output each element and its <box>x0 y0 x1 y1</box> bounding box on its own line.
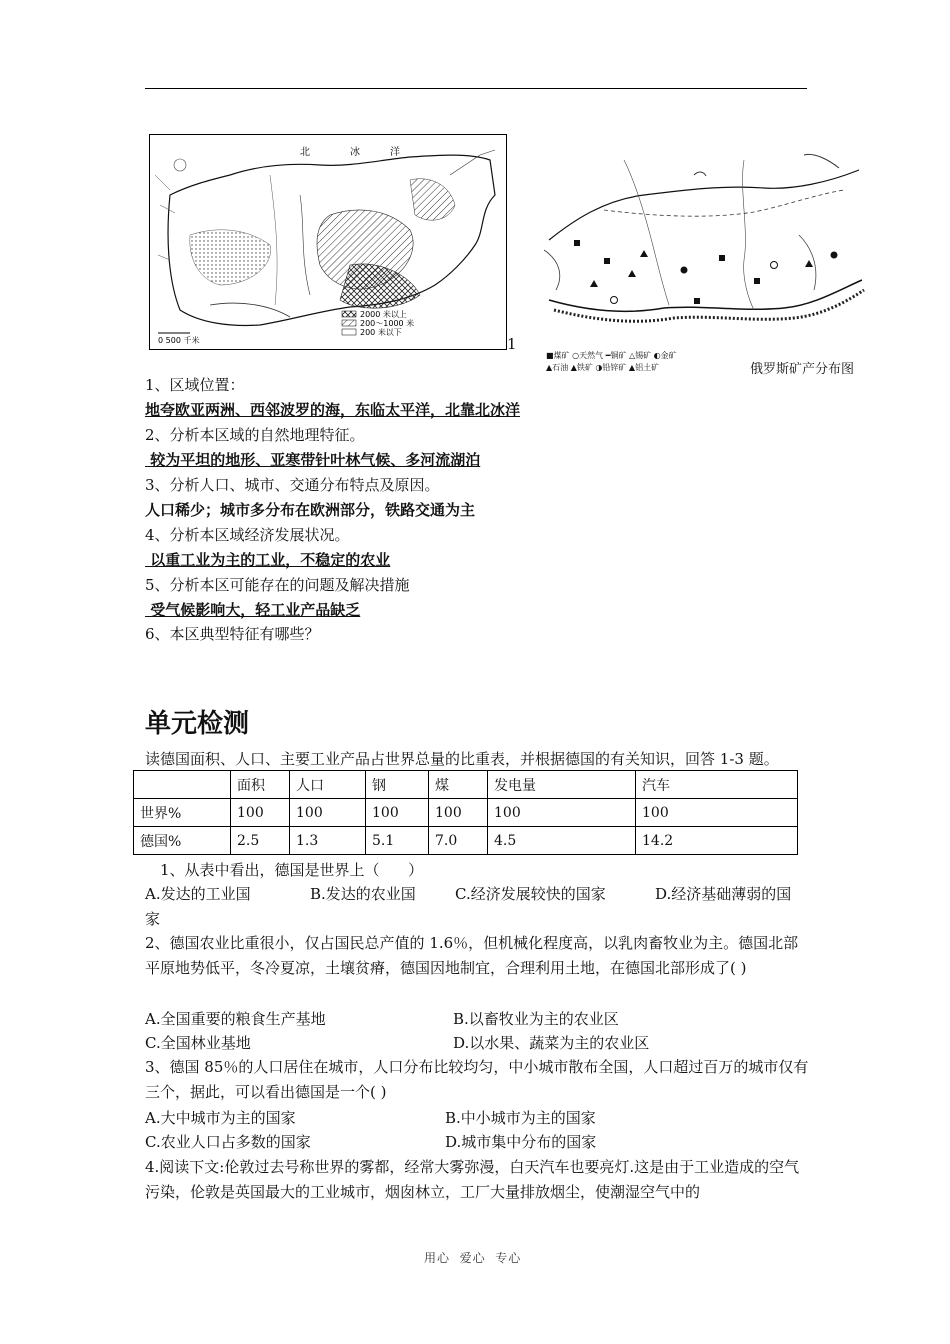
answer-5: 受气候影响大，轻工业产品缺乏 <box>145 601 361 619</box>
table-cell: 100 <box>231 799 290 827</box>
table-header: 面积 <box>231 771 290 799</box>
table-row <box>134 827 798 855</box>
mineral-legend-row2: ▲石油 ▲铁矿 ◑铅锌矿 ▲铝土矿 <box>546 363 660 372</box>
map-scale: 0 500 千米 <box>158 336 200 345</box>
question-2: 2、分析本区域的自然地理特征。 <box>145 426 365 444</box>
table-cell: 100 <box>636 799 798 827</box>
table-cell: 100 <box>290 799 366 827</box>
q3-option-b: B.中小城市为主的国家 <box>445 1109 596 1127</box>
mineral-legend-row1: ■煤矿 ○天然气 ━铜矿 △锡矿 ◐金矿 <box>546 351 677 360</box>
q2-option-c: C.全国林业基地 <box>145 1034 251 1052</box>
section-title: 单元检测 <box>145 709 250 739</box>
table-cell: 德国% <box>134 827 231 855</box>
table-cell: 100 <box>488 799 636 827</box>
table-cell: 7.0 <box>429 827 488 855</box>
legend-low: 200 米以下 <box>360 328 402 337</box>
question-3: 3、分析人口、城市、交通分布特点及原因。 <box>145 476 440 494</box>
q2-stem: 2、德国农业比重很小，仅占国民总产值的 1.6％，但机械化程度高，以乳肉畜牧业为主。德国北部平原地势低平，冬冷夏凉，土壤贫瘠，德国因地制宜，合理利用土地，在德国北部形成了( ) <box>145 934 799 977</box>
question-4: 4、分析本区域经济发展状况。 <box>145 526 350 544</box>
ocean-label-3: 洋 <box>390 147 400 158</box>
q3-option-a: A.大中城市为主的国家 <box>145 1109 296 1127</box>
q1-option-b: B.发达的农业国 <box>310 885 416 903</box>
table-header <box>134 771 231 799</box>
q1-stem: 1、从表中看出，德国是世界上（ ） <box>160 861 424 879</box>
answer-3: 人口稀少；城市多分布在欧洲部分，铁路交通为主 <box>145 501 476 519</box>
q2-option-d: D.以水果、蔬菜为主的农业区 <box>453 1034 650 1052</box>
table-header-row <box>134 771 798 799</box>
russia-relief-map <box>149 134 507 350</box>
legend-high: 2000 米以上 <box>360 310 407 319</box>
q1-option-d-cont: 家 <box>145 910 161 928</box>
q3-stem: 3、德国 85％的人口居住在城市，人口分布比较均匀，中小城市散布全国，人口超过百万的城市仅有三个，据此，可以看出德国是一个( ) <box>145 1058 809 1101</box>
figure-number: 1 <box>507 335 517 353</box>
mineral-map-drawing <box>544 140 866 340</box>
table-header: 汽车 <box>636 771 798 799</box>
q3-option-d: D.城市集中分布的国家 <box>445 1133 597 1151</box>
q4-stem: 4.阅读下文:伦敦过去号称世界的雾都，经常大雾弥漫，白天汽车也要亮灯.这是由于工业造成的空气污染，伦敦是英国最大的工业城市，烟囱林立，工厂大量排放烟尘，使潮湿空气中的 <box>145 1158 800 1201</box>
q3-option-c: C.农业人口占多数的国家 <box>145 1133 311 1151</box>
answer-1: 地夸欧亚两洲、西邻波罗的海，东临太平洋，北靠北冰洋 <box>145 401 521 419</box>
question-5: 5、分析本区可能存在的问题及解决措施 <box>145 576 410 594</box>
table-row <box>134 799 798 827</box>
q1-option-a: A.发达的工业国 <box>145 885 251 903</box>
legend-mid: 200～1000 米 <box>360 319 415 328</box>
table-cell: 14.2 <box>636 827 798 855</box>
page-footer: 用心 爱心 专心 <box>424 1251 522 1265</box>
q1-option-d: D.经济基础薄弱的国 <box>655 885 792 903</box>
table-header: 人口 <box>290 771 366 799</box>
table-cell: 世界% <box>134 799 231 827</box>
header-rule <box>145 88 807 89</box>
question-1: 1、区域位置： <box>145 376 245 394</box>
table-intro: 读德国面积、人口、主要工业产品占世界总量的比重表，并根据德国的有关知识，回答 1-3 题。 <box>145 750 779 768</box>
table-cell: 1.3 <box>290 827 366 855</box>
question-6: 6、本区典型特征有哪些？ <box>145 625 320 643</box>
table-header: 煤 <box>429 771 488 799</box>
table-cell: 5.1 <box>366 827 429 855</box>
ocean-label-2: 冰 <box>350 147 360 158</box>
table-cell: 2.5 <box>231 827 290 855</box>
table-header: 发电量 <box>488 771 636 799</box>
q1-option-c: C.经济发展较快的国家 <box>455 885 606 903</box>
relief-map-drawing <box>150 135 506 349</box>
russia-mineral-map <box>544 140 866 378</box>
q2-option-b: B.以畜牧业为主的农业区 <box>453 1010 619 1028</box>
answer-4: 以重工业为主的工业，不稳定的农业 <box>145 551 391 569</box>
germany-share-table <box>133 770 798 855</box>
ocean-label-1: 北 <box>300 147 310 158</box>
q2-option-a: A.全国重要的粮食生产基地 <box>145 1010 326 1028</box>
mineral-map-caption: 俄罗斯矿产分布图 <box>750 362 855 377</box>
table-cell: 100 <box>429 799 488 827</box>
table-cell: 4.5 <box>488 827 636 855</box>
table-header: 钢 <box>366 771 429 799</box>
table-cell: 100 <box>366 799 429 827</box>
answer-2: 较为平坦的地形、亚寒带针叶林气候、多河流湖泊 <box>145 451 481 469</box>
